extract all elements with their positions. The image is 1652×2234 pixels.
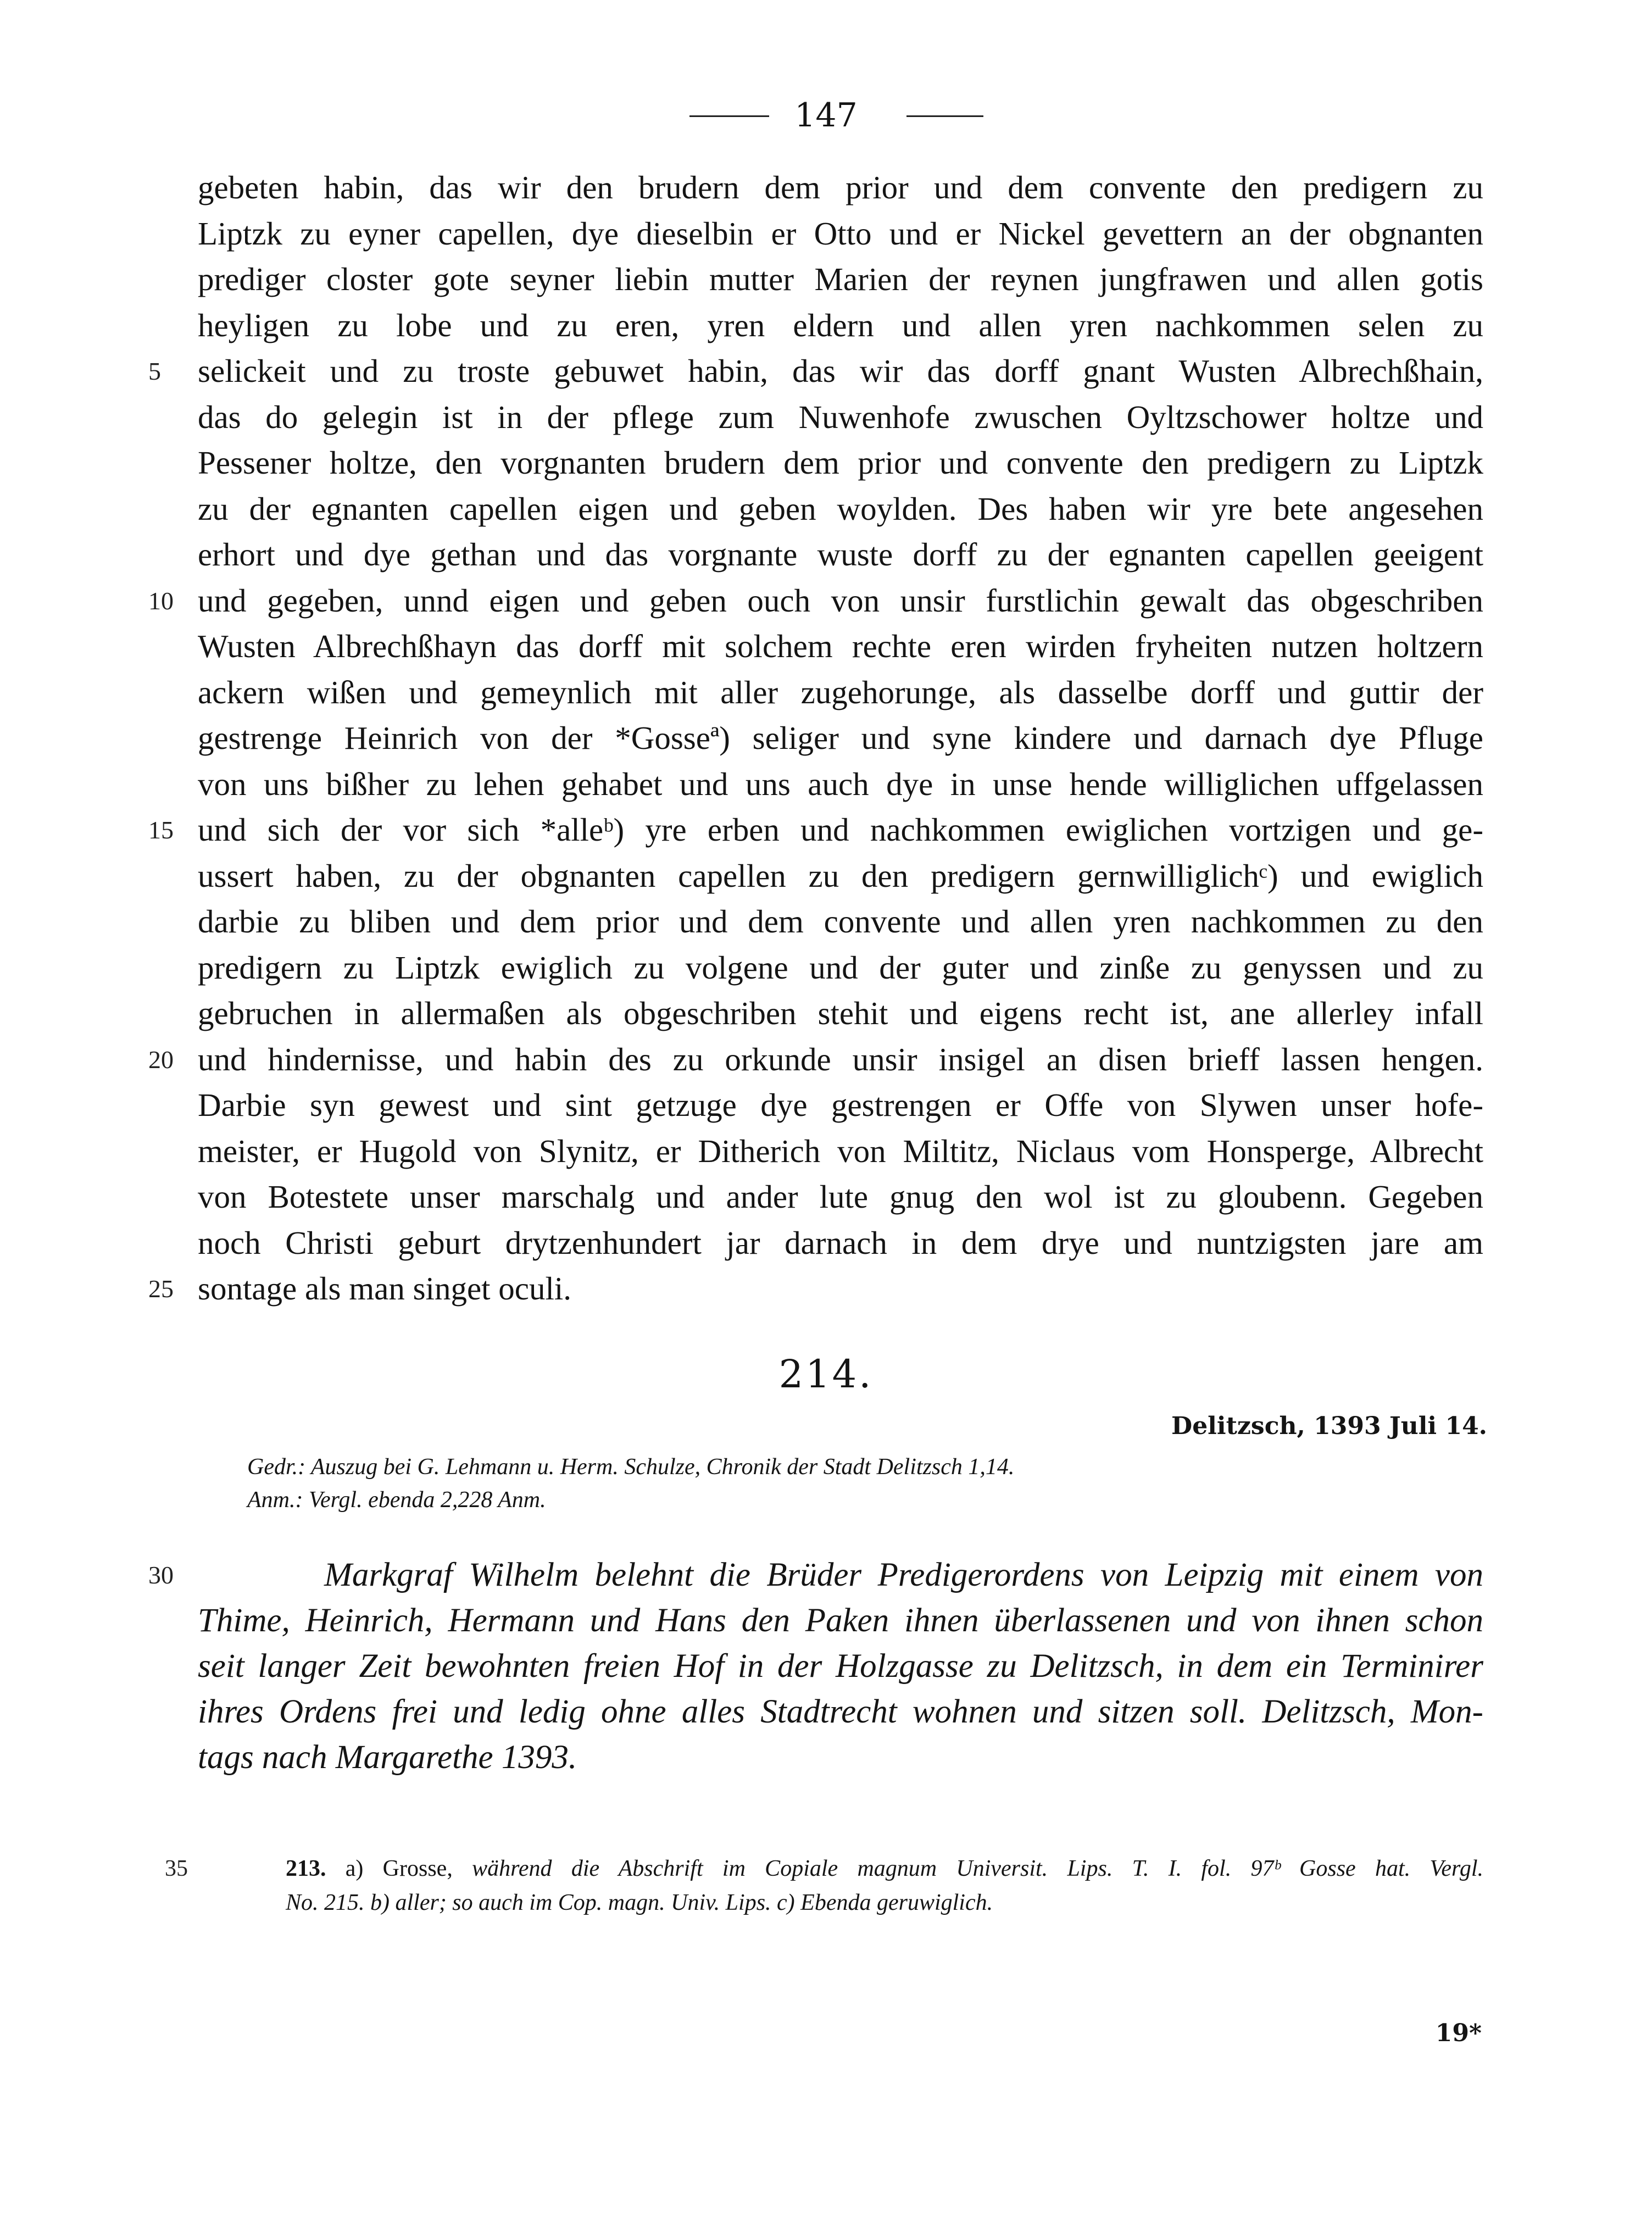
footnote-block [165,1852,1484,1920]
line-text: das do gelegin ist in der pflege zum Nuwenhofe zwuschen Oyltzschower holtze und [198,398,1483,435]
line-text: darbie zu bliben und dem prior und dem convente und allen yren nachkommen zu den [198,903,1483,940]
line-text: von uns bißher zu lehen gehabet und uns auch dye in unse hende williglichen uffgelassen [198,765,1483,802]
regest-line [148,1552,1483,1598]
text-line [148,1037,1483,1083]
line-text: und sich der vor sich *alleᵇ) yre erben und nachkommen ewiglichen vortzigen und ge- [198,812,1483,848]
text-line [198,394,1483,441]
line-text: und hindernisse, und habin des zu orkunde unsir insigel an disen brieff lassen hengen. [198,1041,1483,1077]
footnote-variant: a) Grosse, [345,1856,453,1881]
text-line [198,762,1483,808]
text-line [198,257,1483,303]
regest-text: ihres Ordens frei und ledig ohne alles Stadtrecht wohnen und sitzen soll. Delitzsch, Mon- [198,1693,1483,1730]
line-number: 20 [148,1045,174,1074]
line-text: meister, er Hugold von Slynitz, er Ditherich von Miltitz, Niclaus vom Honsperge, Albrecht [198,1132,1483,1169]
line-number: 25 [148,1275,174,1303]
line-text: Darbie syn gewest und sint getzuge dye gestrengen er Offe von Slywen unser hofe- [198,1087,1483,1123]
text-line [148,1266,1483,1312]
text-line [198,303,1483,349]
line-number: 15 [148,816,174,844]
text-line [198,991,1483,1037]
text-line [198,440,1483,486]
line-text: gebeten habin, das wir den brudern dem prior und dem convente den predigern zu [198,169,1483,205]
line-text: sontage als man singet oculi. [198,1270,571,1307]
footnote-text: während die Abschrift im Copiale magnum Universit. Lips. T. I. fol. 97ᵇ Gosse hat. Vergl. [472,1856,1484,1881]
line-text: heyligen zu lobe und zu eren, yren eldern und allen yren nachkommen selen zu [198,307,1483,343]
regest-line [198,1735,1483,1780]
regest-line [198,1643,1483,1689]
regest-line [198,1689,1483,1735]
text-line [198,1174,1483,1220]
line-text: Wusten Albrechßhayn das dorff mit solchem rechte eren wirden fryheiten nutzen holtzern [198,628,1483,664]
text-line [198,165,1483,211]
line-text: noch Christi geburt drytzenhundert jar darnach in dem drye und nuntzigsten jare am [198,1224,1483,1261]
line-text: von Botestete unser marschalg und ander lute gnug den wol ist zu gloubenn. Gegeben [198,1179,1483,1215]
text-line [148,348,1483,394]
text-line [198,853,1483,899]
regest-text: tags nach Margarethe 1393. [198,1739,577,1776]
line-text: gebruchen in allermaßen als obgeschriben stehit und eigens recht ist, ane allerley infall [198,995,1483,1031]
line-text: predigern zu Liptzk ewiglich zu volgene und der guter und zinße zu genyssen und zu [198,949,1483,986]
line-number: 5 [148,357,161,385]
regest-text: Thime, Heinrich, Hermann und Hans den Paken ihnen überlassenen und von ihnen schon [198,1602,1483,1639]
line-text: Liptzk zu eyner capellen, dye dieselbin er Otto und er Nickel gevettern an der obgnanten [198,215,1483,252]
charter-text [148,165,1483,1312]
print-annotation: Anm.: Vergl. ebenda 2,228 Anm. [247,1487,546,1513]
text-line [198,1082,1483,1129]
line-number: 30 [148,1561,174,1589]
line-text: und gegeben, unnd eigen und geben ouch von unsir furstlichin gewalt das obgeschriben [198,582,1483,619]
text-line [198,715,1483,762]
header-rule-right [906,115,983,117]
line-number: 10 [148,586,174,615]
text-line [198,945,1483,991]
page-number: 147 [794,96,858,135]
signature-mark: 19* [1435,2019,1482,2047]
text-line [148,807,1483,853]
text-line [198,624,1483,670]
document-place-date: Delitzsch, 1393 Juli 14. [1171,1412,1487,1440]
regest-text: Markgraf Wilhelm belehnt die Brüder Predigerordens von Leipzig mit einem von [324,1557,1483,1593]
text-line [198,670,1483,716]
line-text: gestrenge Heinrich von der *Gosseª) seliger und syne kindere und darnach dye Pfluge [198,720,1483,756]
line-text: zu der egnanten capellen eigen und geben woylden. Des haben wir yre bete angesehen [198,490,1483,527]
text-line [198,211,1483,257]
regest-text: seit langer Zeit bewohnten freien Hof in der Holzgasse zu Delitzsch, in dem ein Terminirer [198,1648,1483,1685]
line-text: erhort und dye gethan und das vorgnante wuste dorff zu der egnanten capellen geeigent [198,536,1483,573]
footnote-line: No. 215. b) aller; so auch im Cop. magn. Univ. Lips. c) Ebenda geruwiglich. [286,1890,993,1915]
text-line [198,899,1483,945]
text-line [198,1129,1483,1175]
footnote-line [165,1852,1484,1886]
text-line [198,1220,1483,1266]
regest-line [198,1598,1483,1643]
footnote-label: 213. [286,1856,326,1881]
print-reference: Gedr.: Auszug bei G. Lehmann u. Herm. Schulze, Chronik der Stadt Delitzsch 1,14. [247,1454,1015,1480]
line-text: Pessener holtze, den vorgnanten brudern dem prior und convente den predigern zu Liptzk [198,444,1483,481]
line-number: 35 [165,1856,188,1881]
line-text: prediger closter gote seyner liebin mutter Marien der reynen jungfrawen und allen gotis [198,261,1483,297]
text-line [198,532,1483,578]
regest [148,1552,1483,1780]
document-number: 214. [778,1352,874,1397]
line-text: selickeit und zu troste gebuwet habin, das wir das dorff gnant Wusten Albrechßhain, [198,353,1483,389]
line-text: ackern wißen und gemeynlich mit aller zugehorunge, als dasselbe dorff und guttir der [198,674,1483,710]
text-line [148,578,1483,624]
text-line [198,486,1483,532]
line-text: ussert haben, zu der obgnanten capellen zu den predigern gernwilliglichᶜ) und ewiglich [198,857,1483,894]
